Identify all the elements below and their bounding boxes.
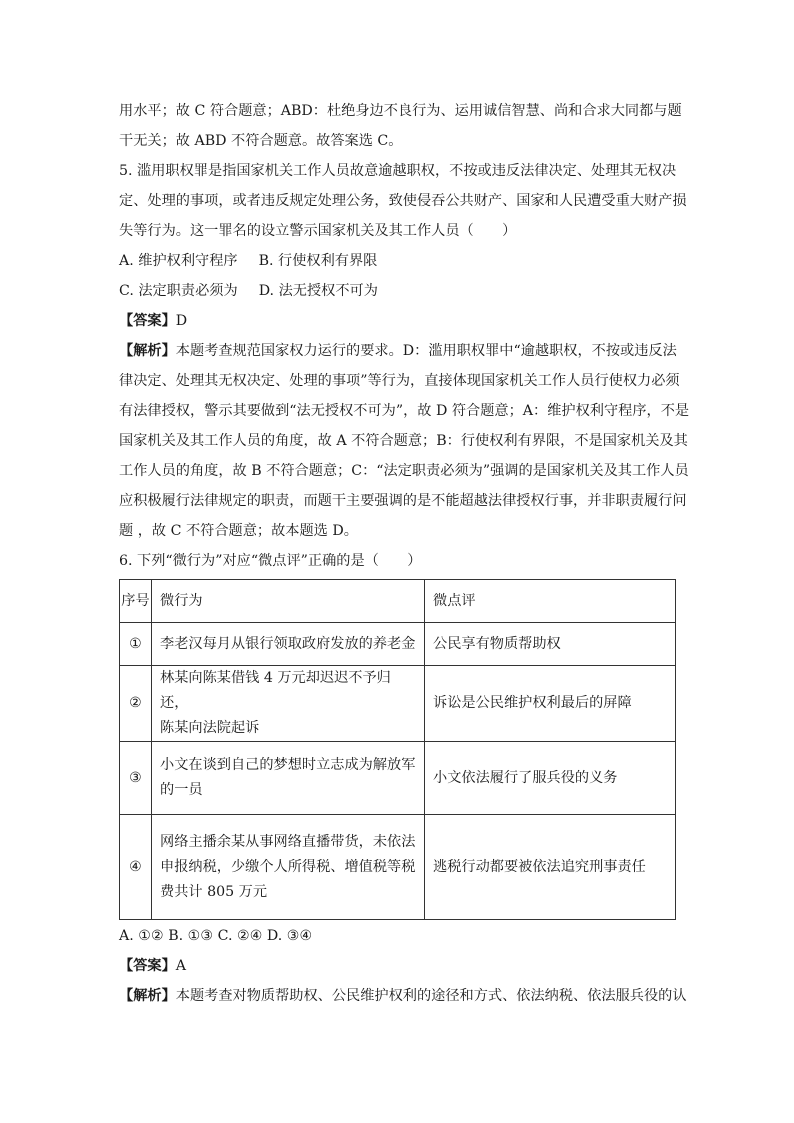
q6-answer-value: A: [175, 958, 187, 974]
q6-analysis-label: 【解析】: [119, 988, 176, 1004]
q5-option-a: A. 维护权利守程序: [119, 253, 238, 269]
row-action: [152, 623, 425, 666]
q6-table-header-row: [120, 580, 676, 623]
q5-options-row-2: [119, 276, 677, 306]
q5-options-row-1: [119, 246, 677, 276]
q5-analysis-line-3: 有法律授权，警示其要做到“法无授权不可为”，故 D 符合题意；A：维护权利守程序，不是: [119, 403, 690, 419]
row-comment: 诉讼是公民维护权利最后的屏障: [425, 666, 676, 742]
prev-analysis-line-1: 用水平；故 C 符合题意；ABD：杜绝身边不良行为、运用诚信智慧、尚和合求大同都与题: [119, 103, 682, 119]
q6-analysis-line-1: [119, 981, 687, 1011]
row-action-line: 费共计 805 万元: [160, 883, 268, 900]
row-action: [152, 742, 425, 815]
q5-analysis-text-1: 本题考查规范国家权力运行的要求。D：滥用职权罪中“逾越职权，不按或违反法: [175, 343, 677, 359]
q6-header-action: 微行为: [152, 580, 425, 623]
q5-option-b: B. 行使权利有界限: [258, 253, 378, 269]
table-row: [120, 623, 676, 666]
row-comment: 公民享有物质帮助权: [425, 623, 676, 666]
row-action-line: 小文在谈到自己的梦想时立志成为解放军: [160, 757, 416, 773]
q5-analysis-label: 【解析】: [119, 343, 176, 359]
table-row: [120, 815, 676, 920]
q5-option-d: D. 法无授权不可为: [258, 283, 378, 299]
row-number: ②: [120, 666, 152, 742]
q5-stem-line-3: 失等行为。这一罪名的设立警示国家机关及其工作人员（ ）: [119, 223, 517, 239]
row-comment: 小文依法履行了服兵役的义务: [425, 742, 676, 815]
q5-stem-line-2: 定、处理的事项，或者违反规定处理公务，致使侵吞公共财产、国家和人民遭受重大财产损: [119, 193, 687, 209]
q6-table: [119, 579, 676, 920]
q6-stem: 6. 下列“微行为”对应“微点评”正确的是（ ）: [119, 553, 422, 569]
q5-answer-value: D: [175, 313, 188, 329]
table-row: [120, 742, 676, 815]
q5-option-c: C. 法定职责必须为: [119, 283, 238, 299]
row-action-line: 林某向陈某借钱 4 万元却迟迟不予归还，: [160, 670, 391, 711]
row-action-line: 陈某向法院起诉: [160, 720, 260, 736]
row-number: ①: [120, 623, 152, 666]
q6-answer: [119, 951, 677, 981]
q5-analysis-line-5: 工作人员的角度，故 B 不符合题意；C：“法定职责必须为”强调的是国家机关及其工作人员: [119, 463, 689, 479]
q5-analysis-line-4: 国家机关及其工作人员的角度，故 A 不符合题意；B：行使权利有界限，不是国家机关及其: [119, 433, 688, 449]
row-comment: 逃税行动都要被依法追究刑事责任: [425, 815, 676, 920]
q6-header-number: 序号: [120, 580, 152, 623]
row-action-line: 网络主播余某从事网络直播带货，未依法: [160, 833, 416, 850]
q5-analysis-line-2: 律决定、处理其无权决定、处理的事项”等行为，直接体现国家机关工作人员行使权力必须: [119, 373, 680, 389]
q5-stem-line-1: 5. 滥用职权罪是指国家机关工作人员故意逾越职权，不按或违反法律决定、处理其无权决: [119, 163, 677, 179]
document-page: [119, 96, 690, 1011]
row-action-line: 李老汉每月从银行领取政府发放的养老金: [160, 635, 416, 652]
q5-analysis-line-6: 应积极履行法律规定的职责，而题干主要强调的是不能超越法律授权行事，并非职责履行问: [119, 493, 687, 509]
table-row: [120, 666, 676, 742]
q6-header-comment: 微点评: [425, 580, 676, 623]
row-action-line: 的一员: [160, 782, 203, 798]
prev-analysis-line-2: 干无关；故 ABD 不符合题意。故答案选 C。: [119, 133, 403, 149]
q5-analysis-line-1: [119, 336, 677, 366]
row-action-line: 申报纳税，少缴个人所得税、增值税等税: [160, 858, 416, 875]
q6-analysis-text-1: 本题考查对物质帮助权、公民维护权利的途径和方式、依法纳税、依法服兵役的认: [175, 988, 687, 1004]
q6-answer-label: 【答案】: [119, 958, 176, 974]
q5-answer-label: 【答案】: [119, 313, 176, 329]
q5-analysis-line-7: 题 ，故 C 不符合题意；故本题选 D。: [119, 523, 358, 539]
row-number: ③: [120, 742, 152, 815]
q5-answer: [119, 306, 677, 336]
row-number: ④: [120, 815, 152, 920]
row-action: [152, 666, 425, 742]
q6-options: A. ①② B. ①③ C. ②④ D. ③④: [119, 928, 313, 944]
row-action: [152, 815, 425, 920]
